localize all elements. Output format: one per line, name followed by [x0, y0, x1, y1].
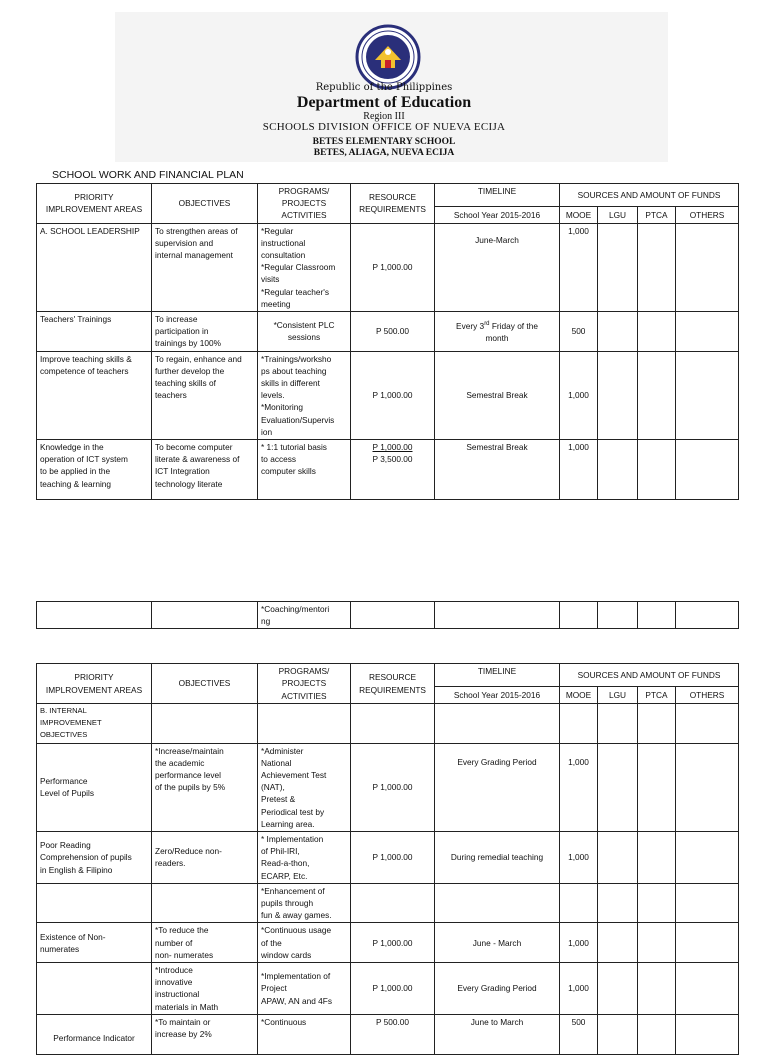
cell-resource — [351, 602, 435, 629]
table-row — [37, 963, 739, 1015]
cell-objectives: *To reduce the number of non- numerates — [152, 923, 258, 963]
cell-programs: *Consistent PLC sessions — [258, 312, 351, 352]
cell-mooe: 500 — [560, 312, 598, 352]
cell-objectives: To increase participation in trainings by 100% — [152, 312, 258, 352]
header-objectives: OBJECTIVES — [152, 184, 258, 224]
table-row — [37, 832, 739, 884]
cell-lgu — [598, 1014, 638, 1054]
work-plan-table-1 — [36, 183, 739, 500]
cell-others — [676, 440, 739, 500]
school-name: BETES ELEMENTARY SCHOOL — [312, 137, 456, 147]
header-lgu: LGU — [598, 206, 638, 223]
cell-priority: Performance Level of Pupils — [37, 743, 152, 831]
school-address: BETES, ALIAGA, NUEVA ECIJA — [313, 148, 455, 158]
header-others: OTHERS — [676, 687, 739, 704]
table-row — [37, 923, 739, 963]
cell-lgu — [598, 223, 638, 311]
cell-others — [676, 704, 739, 744]
cell-lgu — [598, 832, 638, 884]
cell-lgu — [598, 923, 638, 963]
header-programs: PROGRAMS/ PROJECTS ACTIVITIES — [258, 664, 351, 704]
cell-ptca — [638, 883, 676, 923]
cell-ptca — [638, 223, 676, 311]
cell-objectives: *Increase/maintain the academic performance level of the pupils by 5% — [152, 743, 258, 831]
cell-priority: Improve teaching skills & competence of teachers — [37, 351, 152, 439]
table-row — [37, 440, 739, 500]
table-row — [37, 743, 739, 831]
cell-resource: P 1,000.00 — [351, 832, 435, 884]
cell-ptca — [638, 1014, 676, 1054]
cell-ptca — [638, 312, 676, 352]
cell-priority: Poor Reading Comprehension of pupils in English & Filipino — [37, 832, 152, 884]
cell-resource: P 500.00 — [351, 1014, 435, 1054]
timeline-text-a: Every 3 — [456, 321, 485, 332]
cell-mooe: 1,000 — [560, 223, 598, 311]
header-resource: RESOURCE REQUIREMENTS — [351, 184, 435, 224]
cell-others — [676, 223, 739, 311]
header-lgu: LGU — [598, 687, 638, 704]
cell-ptca — [638, 704, 676, 744]
header-sources: SOURCES AND AMOUNT OF FUNDS — [560, 184, 739, 207]
cell-mooe: 1,000 — [560, 832, 598, 884]
cell-others — [676, 923, 739, 963]
cell-priority: Teachers' Trainings — [37, 312, 152, 352]
timeline-superscript: rd — [484, 321, 490, 328]
cell-mooe — [560, 704, 598, 744]
cell-ptca — [638, 440, 676, 500]
cell-priority: A. SCHOOL LEADERSHIP — [37, 223, 152, 311]
cell-mooe: 1,000 — [560, 440, 598, 500]
table-row — [37, 351, 739, 439]
cell-objectives: Zero/Reduce non- readers. — [152, 832, 258, 884]
cell-timeline: June - March — [435, 923, 560, 963]
header-others: OTHERS — [676, 206, 739, 223]
header-timeline: TIMELINE — [435, 184, 560, 207]
cell-timeline — [435, 704, 560, 744]
cell-priority: Existence of Non- numerates — [37, 923, 152, 963]
table-row — [37, 312, 739, 352]
cell-timeline — [435, 602, 560, 629]
cell-programs: *Coaching/mentori ng — [258, 602, 351, 629]
timeline-text-b: Friday of the month — [485, 321, 538, 344]
header-mooe: MOOE — [560, 206, 598, 223]
cell-resource: P 1,000.00 — [351, 923, 435, 963]
cell-priority: Knowledge in the operation of ICT system to be applied in the teaching & learning — [37, 440, 152, 500]
table-row — [37, 704, 739, 744]
cell-objectives — [152, 602, 258, 629]
table-row — [37, 602, 739, 629]
cell-objectives — [152, 883, 258, 923]
cell-mooe — [560, 883, 598, 923]
cell-resource: P 1,000.00 — [351, 743, 435, 831]
cell-programs: *Continuous usage of the window cards — [258, 923, 351, 963]
header-timeline: TIMELINE — [435, 664, 560, 687]
cell-resource: P 1,000.00 — [351, 963, 435, 1015]
cell-timeline — [435, 312, 560, 352]
cell-lgu — [598, 704, 638, 744]
header-priority: PRIORITY IMPLROVEMENT AREAS — [37, 184, 152, 224]
cell-ptca — [638, 602, 676, 629]
cell-programs: * 1:1 tutorial basis to access computer skills — [258, 440, 351, 500]
header-sources: SOURCES AND AMOUNT OF FUNDS — [560, 664, 739, 687]
cell-programs: *Administer National Achievement Test (NAT), Pretest & Periodical test by Learning area. — [258, 743, 351, 831]
cell-others — [676, 351, 739, 439]
cell-resource — [351, 704, 435, 744]
cell-timeline: During remedial teaching — [435, 832, 560, 884]
cell-resource — [351, 440, 435, 500]
cell-programs: *Regular instructional consultation *Regular Classroom visits *Regular teacher's meeting — [258, 223, 351, 311]
cell-mooe: 500 — [560, 1014, 598, 1054]
cell-objectives: To regain, enhance and further develop the teaching skills of teachers — [152, 351, 258, 439]
cell-ptca — [638, 832, 676, 884]
header-school-year: School Year 2015-2016 — [435, 206, 560, 223]
cell-resource: P 1,000.00 — [351, 223, 435, 311]
cell-priority — [37, 883, 152, 923]
cell-others — [676, 1014, 739, 1054]
plan-title: SCHOOL WORK AND FINANCIAL PLAN — [52, 169, 244, 181]
cell-others — [676, 883, 739, 923]
cell-objectives: *To maintain or increase by 2% — [152, 1014, 258, 1054]
cell-ptca — [638, 963, 676, 1015]
cell-lgu — [598, 602, 638, 629]
resource-amount-2: P 3,500.00 — [372, 454, 413, 465]
header-school-year: School Year 2015-2016 — [435, 687, 560, 704]
cell-lgu — [598, 312, 638, 352]
cell-priority — [37, 963, 152, 1015]
work-plan-table-2 — [36, 663, 739, 1055]
table-row — [37, 223, 739, 311]
cell-lgu — [598, 351, 638, 439]
cell-priority: B. INTERNAL IMPROVEMENET OBJECTIVES — [37, 704, 152, 744]
header-mooe: MOOE — [560, 687, 598, 704]
cell-mooe: 1,000 — [560, 743, 598, 831]
cell-others — [676, 743, 739, 831]
cell-timeline: Semestral Break — [435, 440, 560, 500]
cell-timeline — [435, 883, 560, 923]
cell-programs — [258, 704, 351, 744]
cell-timeline: Every Grading Period — [435, 963, 560, 1015]
cell-others — [676, 963, 739, 1015]
region-text: Region III — [363, 111, 405, 122]
cell-lgu — [598, 963, 638, 1015]
cell-mooe: 1,000 — [560, 963, 598, 1015]
cell-ptca — [638, 923, 676, 963]
cell-others — [676, 312, 739, 352]
cell-mooe — [560, 602, 598, 629]
cell-ptca — [638, 743, 676, 831]
header-priority: PRIORITY IMPLROVEMENT AREAS — [37, 664, 152, 704]
cell-resource: P 500.00 — [351, 312, 435, 352]
cell-resource — [351, 883, 435, 923]
header-objectives: OBJECTIVES — [152, 664, 258, 704]
header-ptca: PTCA — [638, 206, 676, 223]
cell-lgu — [598, 743, 638, 831]
cell-programs: *Trainings/worksho ps about teaching skills in different levels. *Monitoring Evaluation/Supervis ion — [258, 351, 351, 439]
division-text: SCHOOLS DIVISION OFFICE OF NUEVA ECIJA — [262, 121, 506, 133]
deped-seal-icon — [355, 24, 421, 90]
cell-priority — [37, 602, 152, 629]
header-programs: PROGRAMS/ PROJECTS ACTIVITIES — [258, 184, 351, 224]
cell-programs: * Implementation of Phil-IRI, Read-a-thon, ECARP, Etc. — [258, 832, 351, 884]
cell-programs: *Continuous — [258, 1014, 351, 1054]
cell-lgu — [598, 883, 638, 923]
cell-others — [676, 602, 739, 629]
cell-objectives: To strengthen areas of supervision and internal management — [152, 223, 258, 311]
cell-mooe: 1,000 — [560, 351, 598, 439]
cell-timeline: Semestral Break — [435, 351, 560, 439]
republic-text: Republic of the Philippines — [315, 82, 453, 93]
cell-lgu — [598, 440, 638, 500]
cell-timeline: June-March — [435, 223, 560, 311]
cell-mooe: 1,000 — [560, 923, 598, 963]
continuation-table — [36, 601, 739, 629]
table-row — [37, 1014, 739, 1054]
cell-timeline: June to March — [435, 1014, 560, 1054]
cell-objectives — [152, 704, 258, 744]
cell-ptca — [638, 351, 676, 439]
department-title: Department of Education — [296, 94, 472, 111]
header-resource: RESOURCE REQUIREMENTS — [351, 664, 435, 704]
cell-objectives: To become computer literate & awareness of ICT Integration technology literate — [152, 440, 258, 500]
cell-programs: *Implementation of Project APAW, AN and 4Fs — [258, 963, 351, 1015]
cell-resource: P 1,000.00 — [351, 351, 435, 439]
cell-programs: *Enhancement of pupils through fun & away games. — [258, 883, 351, 923]
header-ptca: PTCA — [638, 687, 676, 704]
cell-timeline: Every Grading Period — [435, 743, 560, 831]
table-row — [37, 883, 739, 923]
cell-priority: Performance Indicator — [37, 1014, 152, 1054]
resource-amount-1: P 1,000.00 — [372, 442, 413, 453]
cell-objectives: *Introduce innovative instructional materials in Math — [152, 963, 258, 1015]
cell-others — [676, 832, 739, 884]
